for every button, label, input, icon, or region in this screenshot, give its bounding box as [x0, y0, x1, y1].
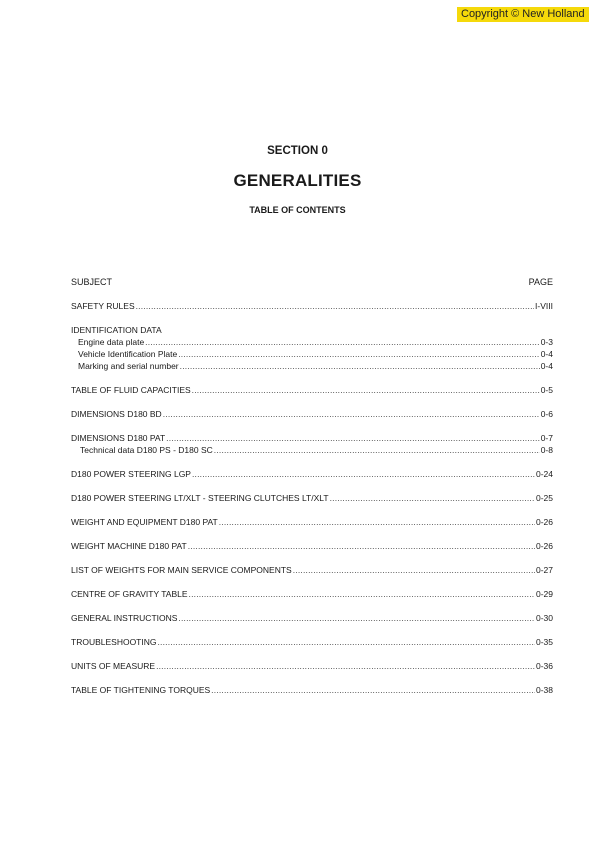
- toc-entry-label: TROUBLESHOOTING: [71, 637, 157, 647]
- toc-entry-centre-of-gravity[interactable]: [71, 589, 553, 600]
- toc-leader-dots: [330, 493, 535, 504]
- toc-entry-page: 0-36: [535, 661, 553, 671]
- toc-entry-page: 0-3: [540, 337, 553, 347]
- toc-leader-dots: [145, 337, 540, 348]
- toc-entry-page: 0-6: [540, 409, 553, 419]
- toc-leader-dots: [166, 433, 540, 444]
- toc-entry-troubleshooting[interactable]: [71, 637, 553, 648]
- toc-entry-page: 0-38: [535, 685, 553, 695]
- toc-entry-label: TABLE OF FLUID CAPACITIES: [71, 385, 191, 395]
- toc-entry-label: D180 POWER STEERING LGP: [71, 469, 191, 479]
- toc-entry-label: DIMENSIONS D180 PAT: [71, 433, 166, 443]
- toc-leader-dots: [188, 541, 535, 552]
- toc-entry-page: 0-8: [540, 445, 553, 455]
- toc-entry-label: UNITS OF MEASURE: [71, 661, 156, 671]
- toc-entry-marking-serial-number[interactable]: [78, 361, 553, 372]
- toc-leader-dots: [192, 385, 540, 396]
- toc-entry-label: Technical data D180 PS - D180 SC: [80, 445, 213, 455]
- toc-entry-units-of-measure[interactable]: [71, 661, 553, 672]
- toc-entry-page: 0-26: [535, 541, 553, 551]
- toc-entry-label: LIST OF WEIGHTS FOR MAIN SERVICE COMPONENTS: [71, 565, 292, 575]
- toc-entry-page: I-VIII: [535, 301, 553, 311]
- toc-entry-label: CENTRE OF GRAVITY TABLE: [71, 589, 188, 599]
- toc-entry-label: DIMENSIONS D180 BD: [71, 409, 162, 419]
- toc-entry-engine-data-plate[interactable]: [78, 337, 553, 348]
- toc-entry-page: 0-4: [540, 361, 553, 371]
- toc-entry-label: Engine data plate: [78, 337, 145, 347]
- toc-leader-dots: [178, 613, 535, 624]
- toc-leader-dots: [178, 349, 539, 360]
- toc-leader-dots: [219, 517, 535, 528]
- toc-leader-dots: [157, 637, 535, 648]
- toc-entry-label: Vehicle Identification Plate: [78, 349, 178, 359]
- toc-entry-fluid-capacities[interactable]: [71, 385, 553, 396]
- toc-leader-dots: [136, 301, 534, 312]
- toc-entry-page: 0-4: [540, 349, 553, 359]
- toc-entry-page: 0-29: [535, 589, 553, 599]
- toc-entry-page: 0-30: [535, 613, 553, 623]
- toc-leader-dots: [214, 445, 540, 456]
- toc-header: [71, 277, 553, 288]
- toc-entry-page: 0-7: [540, 433, 553, 443]
- toc-title: TABLE OF CONTENTS: [249, 205, 346, 215]
- toc-page-heading: PAGE: [528, 277, 553, 287]
- toc-entry-label: TABLE OF TIGHTENING TORQUES: [71, 685, 211, 695]
- toc-entry-page: 0-24: [535, 469, 553, 479]
- toc-leader-dots: [189, 589, 535, 600]
- toc-entry-power-steering-ltxlt[interactable]: [71, 493, 553, 504]
- toc-entry-weight-equipment[interactable]: [71, 517, 553, 528]
- toc-entry-page: 0-35: [535, 637, 553, 647]
- toc-entry-page: 0-5: [540, 385, 553, 395]
- toc-leader-dots: [211, 685, 535, 696]
- toc-entry-identification-data: IDENTIFICATION DATA: [71, 325, 162, 335]
- toc-entry-label: Marking and serial number: [78, 361, 179, 371]
- toc-entry-page: 0-26: [535, 517, 553, 527]
- copyright-badge: Copyright © New Holland: [457, 7, 589, 22]
- toc-entry-tightening-torques[interactable]: [71, 685, 553, 696]
- toc-entry-weight-machine[interactable]: [71, 541, 553, 552]
- toc-entry-label: D180 POWER STEERING LT/XLT - STEERING CLUTCHES LT/XLT: [71, 493, 329, 503]
- toc-leader-dots: [180, 361, 540, 372]
- toc-entry-general-instructions[interactable]: [71, 613, 553, 624]
- toc-entry-power-steering-lgp[interactable]: [71, 469, 553, 480]
- toc-leader-dots: [192, 469, 535, 480]
- toc-subject-heading: SUBJECT: [71, 277, 113, 287]
- toc-entry-page: 0-25: [535, 493, 553, 503]
- toc-entry-label: SAFETY RULES: [71, 301, 135, 311]
- toc-entry-label: WEIGHT MACHINE D180 PAT: [71, 541, 187, 551]
- toc-entry-dimensions-pat[interactable]: [71, 433, 553, 444]
- toc-entry-label: GENERAL INSTRUCTIONS: [71, 613, 178, 623]
- toc-leader-dots: [156, 661, 535, 672]
- toc-entry-page: 0-27: [535, 565, 553, 575]
- toc-entry-technical-data[interactable]: [80, 445, 553, 456]
- toc-entry-safety-rules[interactable]: [71, 301, 553, 312]
- toc-entry-label: WEIGHT AND EQUIPMENT D180 PAT: [71, 517, 218, 527]
- toc-leader-dots: [293, 565, 535, 576]
- toc-entry-vehicle-identification-plate[interactable]: [78, 349, 553, 360]
- toc-entry-weights-components[interactable]: [71, 565, 553, 576]
- toc-leader-dots: [163, 409, 540, 420]
- toc-entry-dimensions-bd[interactable]: [71, 409, 553, 420]
- page-title: GENERALITIES: [233, 171, 362, 190]
- section-label: SECTION 0: [267, 145, 328, 157]
